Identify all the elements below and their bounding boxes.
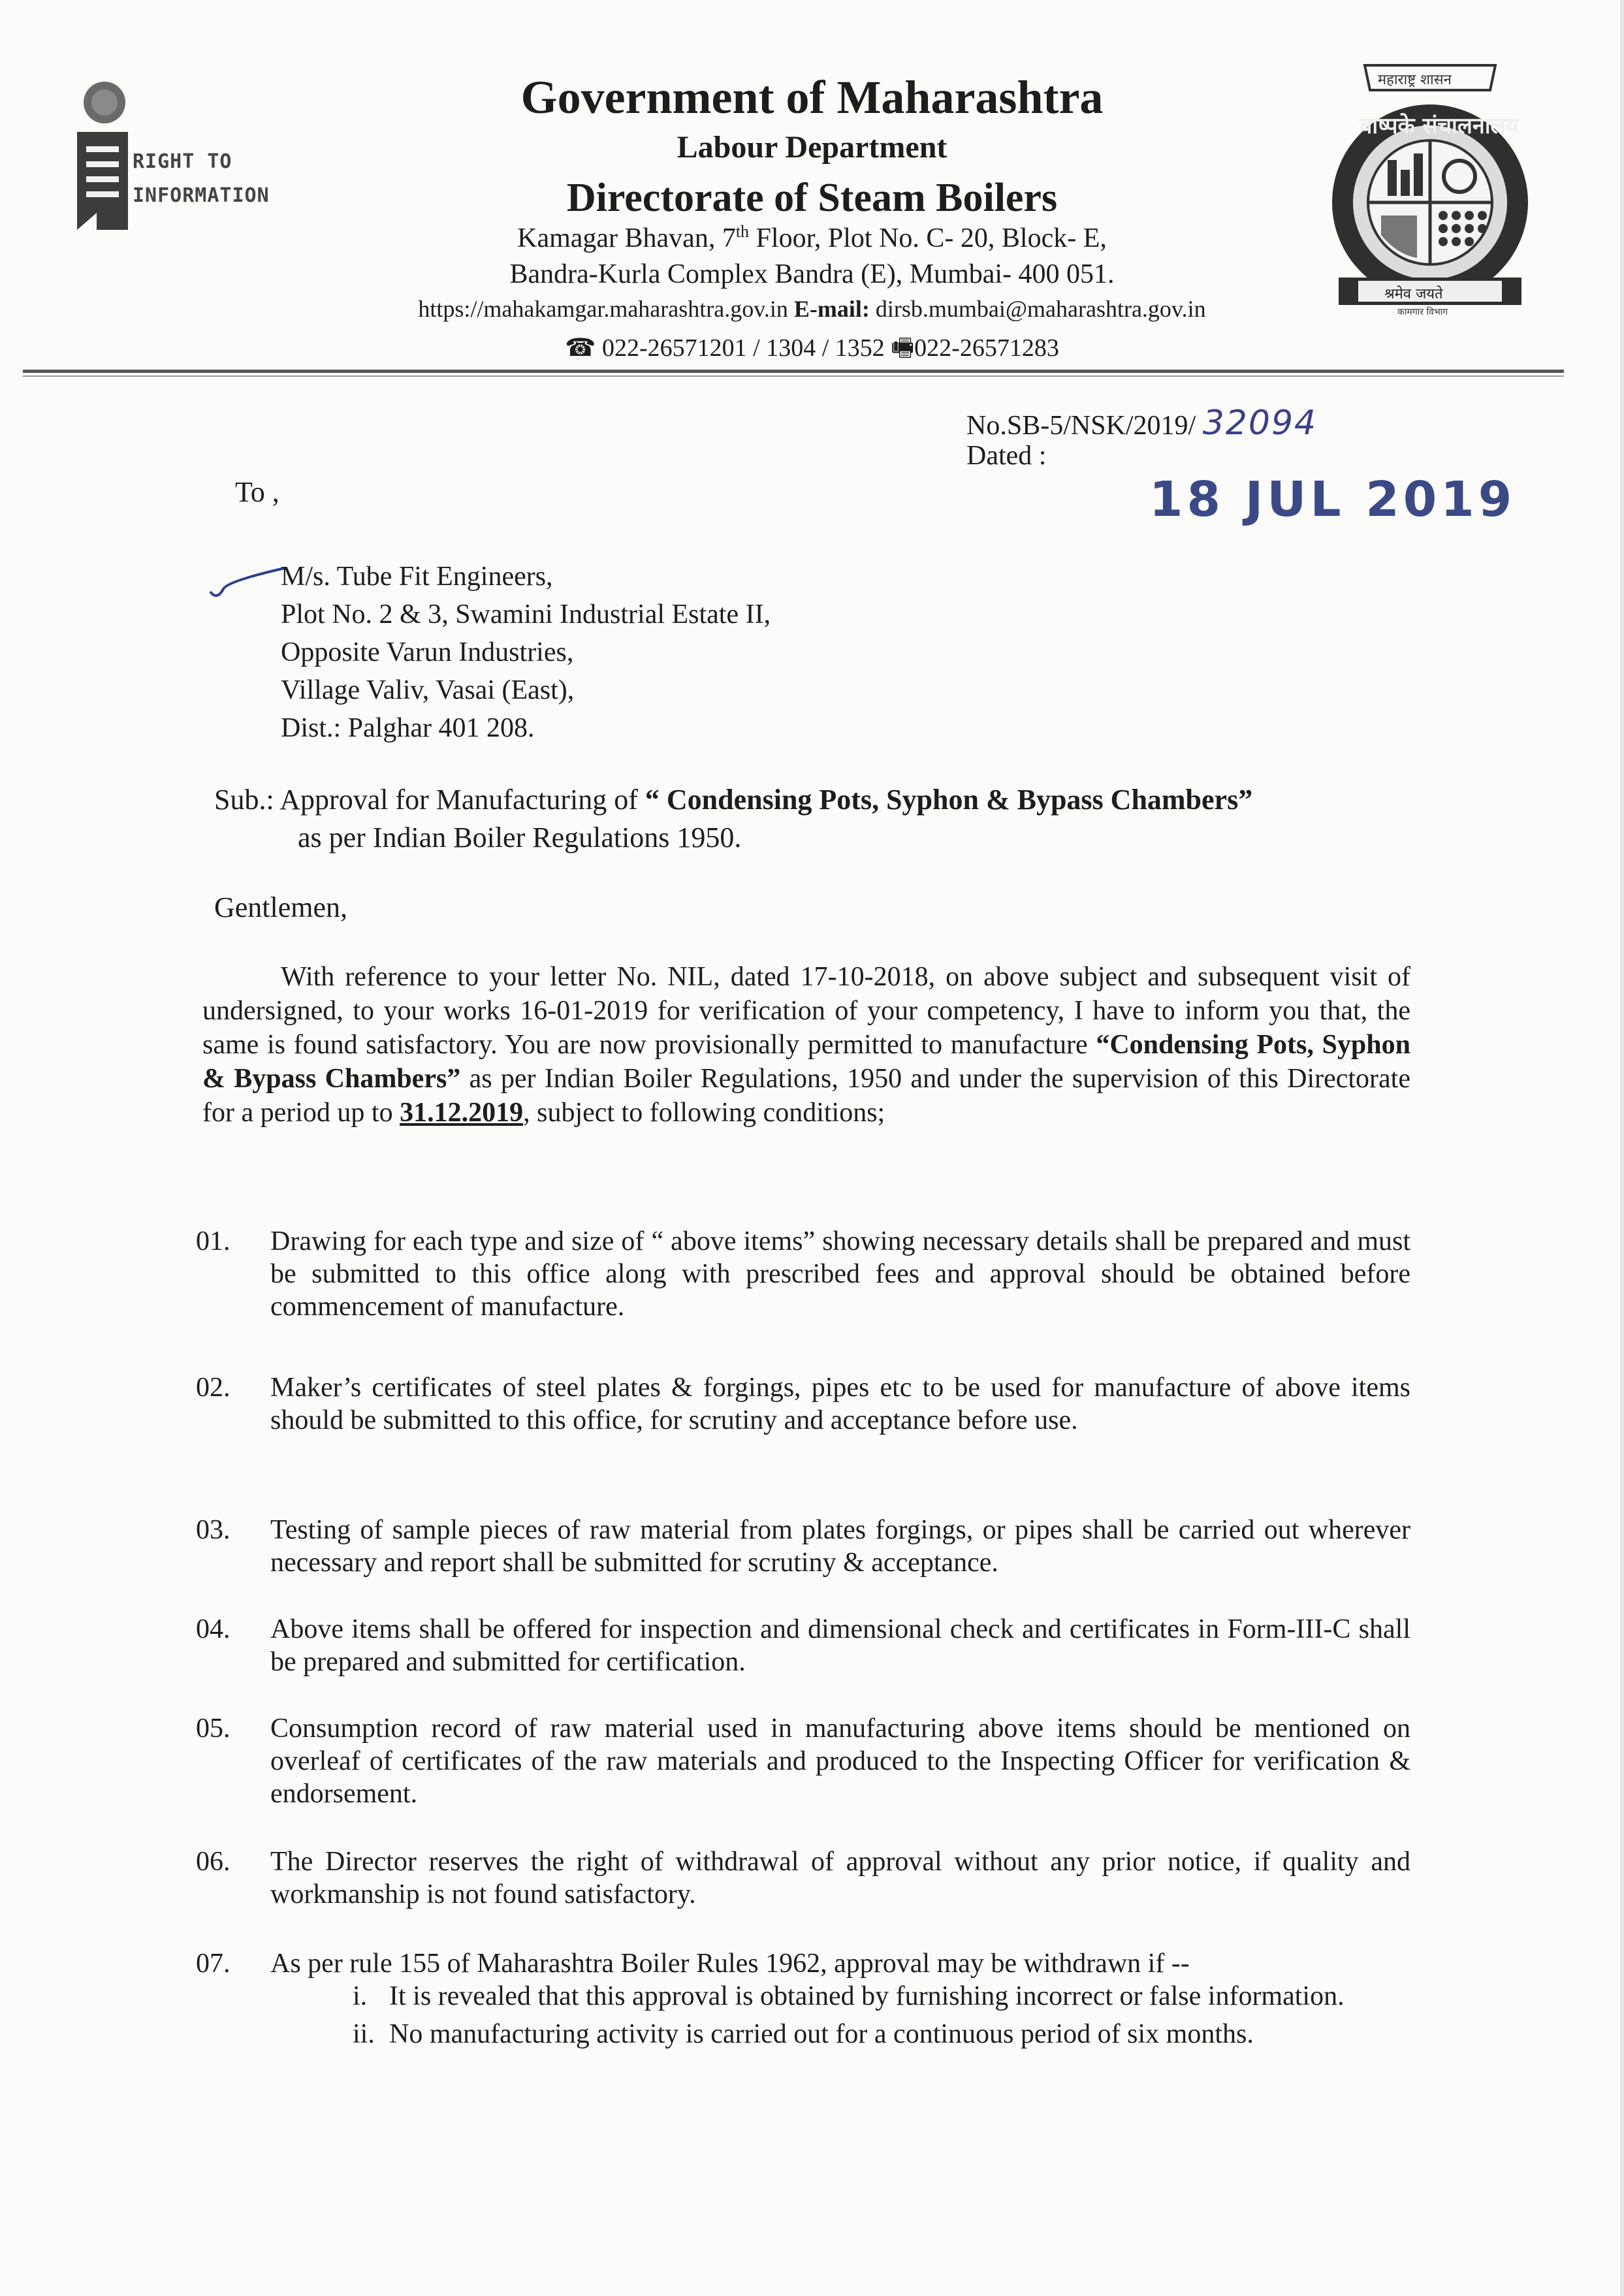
phone-numbers: 022-26571201 / 1304 / 1352 — [602, 334, 885, 362]
sub-condition-text: It is revealed that this approval is obtained by furnishing incorrect or false information. — [389, 1981, 1345, 2011]
body-item: “Condensing Pots, Syphon & Bypass Chambers” — [202, 1030, 1410, 1094]
condition-number: 02. — [196, 1373, 231, 1403]
addressee-line: Village Valiv, Vasai (East), — [281, 675, 575, 705]
addressee-line: M/s. Tube Fit Engineers, — [281, 562, 553, 592]
condition-number: 04. — [196, 1614, 231, 1644]
condition-item — [196, 1225, 1410, 1323]
seal-motto: श्रमेव जयते — [1384, 286, 1443, 302]
body-part-1: With reference to your letter No. NIL, dated 17-10-2018, on above subject and subsequent visit of undersigned, to your works 16-01-2019 for verification of your competency, I have to inform you that, the same is found satisfactory. You are now provisionally permitted to manufacture — [202, 962, 1410, 1060]
header-address-line-2: Bandra-Kurla Complex Bandra (E), Mumbai- 400 051. — [509, 259, 1115, 289]
subject-item: “ Condensing Pots, Syphon & Bypass Chambers” — [645, 784, 1253, 816]
header-rule-thin — [23, 375, 1564, 377]
tick-mark-icon — [208, 563, 293, 602]
condition-text: Maker’s certificates of steel plates & forgings, pipes etc to be used for manufacture of above items should be submitted to this office, for scrutiny and acceptance before use. — [270, 1373, 1410, 1435]
subject-line-2: as per Indian Boiler Regulations 1950. — [298, 821, 742, 853]
condition-item — [196, 1371, 1410, 1437]
header-rule — [23, 370, 1564, 373]
addressee-line: Plot No. 2 & 3, Swamini Industrial Estate II, — [281, 599, 771, 630]
addressee-line: Opposite Varun Industries, — [281, 637, 574, 667]
rti-line-2: INFORMATION — [133, 184, 270, 207]
condition-number: 05. — [196, 1714, 231, 1744]
handwritten-outward-number: 32094 — [1202, 404, 1318, 443]
condition-item — [196, 1712, 1410, 1810]
body-paragraph — [202, 960, 1410, 1130]
sub-condition-number: i. — [353, 1981, 368, 2011]
condition-text: Drawing for each type and size of “ above items” showing necessary details shall be prepared and must be submitted to this office along with prescribed fees and approval should be obtained before commencement of manufacture. — [270, 1226, 1410, 1322]
sub-condition-item — [353, 1980, 1410, 2013]
govt-title: Government of Maharashtra — [520, 71, 1104, 123]
directorate-name: Directorate of Steam Boilers — [566, 176, 1058, 220]
subject — [214, 781, 1252, 857]
address-pre: Kamagar Bhavan, 7 — [517, 223, 736, 253]
addressee-line: Dist.: Palghar 401 208. — [281, 713, 535, 743]
body-part-2: as per Indian Boiler Regulations, 1950 and under the supervision of this Directorate for a period up to — [202, 1064, 1410, 1128]
seal-top-text: महाराष्ट्र शासन — [1378, 72, 1452, 88]
condition-number: 06. — [196, 1847, 231, 1877]
condition-item — [196, 1845, 1410, 1911]
phone-line — [0, 329, 1624, 372]
condition-number: 01. — [196, 1226, 231, 1256]
sub-condition-text: No manufacturing activity is carried out for a continuous period of six months. — [389, 2019, 1254, 2049]
subject-prefix: Sub.: Approval for Manufacturing of — [214, 784, 645, 816]
reference-number-text: No.SB-5/NSK/2019/ — [966, 411, 1196, 441]
salutation: Gentlemen, — [214, 891, 348, 923]
condition-text: As per rule 155 of Maharashtra Boiler Rules 1962, approval may be withdrawn if -- — [270, 1949, 1190, 1979]
seal-bottom-text: कामगार विभाग — [1397, 307, 1448, 317]
body-part-3: , subject to following conditions; — [523, 1098, 885, 1128]
condition-text: Above items shall be offered for inspection and dimensional check and certificates in Form-III-C shall be prepared and submitted for certification. — [270, 1614, 1410, 1677]
reference-number — [966, 404, 1317, 443]
rti-line-1: RIGHT TO — [133, 150, 232, 173]
directorate-seal — [1319, 39, 1541, 317]
website-link[interactable]: https://mahakamgar.maharashtra.gov.in — [418, 296, 788, 322]
condition-item — [196, 1947, 1410, 2050]
condition-item — [196, 1514, 1410, 1579]
page-edge-shadow — [1620, 0, 1624, 2296]
sub-condition-item — [353, 2018, 1410, 2050]
fax-icon: 🖷 — [891, 334, 915, 362]
to-label: To , — [235, 476, 279, 508]
phone-icon: ☎ — [565, 334, 596, 362]
address-post: Floor, Plot No. C- 20, Block- E, — [749, 223, 1107, 253]
dated-label: Dated : — [966, 441, 1047, 471]
seal-arc-text: बाष्पके संचालनालय — [1360, 113, 1519, 139]
condition-text: The Director reserves the right of withdrawal of approval without any prior notice, if quality and workmanship is not found satisfactory. — [270, 1847, 1410, 1909]
sub-condition-number: ii. — [353, 2019, 375, 2049]
email-label: E-mail: — [793, 296, 870, 322]
body-deadline: 31.12.2019 — [400, 1098, 524, 1128]
condition-number: 03. — [196, 1515, 231, 1545]
email-link[interactable]: dirsb.mumbai@maharashtra.gov.in — [875, 296, 1206, 322]
address-sup: th — [735, 222, 750, 241]
date-stamp: 18 JUL 2019 — [1149, 471, 1516, 528]
department-name: Labour Department — [677, 130, 947, 165]
condition-text: Consumption record of raw material used in manufacturing above items should be mentioned on overleaf of certificates of the raw materials and produced to the Inspecting Officer for verification & endorsement. — [270, 1714, 1410, 1809]
addressee-block — [281, 558, 771, 747]
condition-number: 07. — [196, 1949, 231, 1979]
fax-number: 022-26571283 — [914, 334, 1059, 362]
condition-item — [196, 1613, 1410, 1678]
condition-text: Testing of sample pieces of raw material from plates forgings, or pipes shall be carried out wherever necessary and report shall be submitted for scrutiny & acceptance. — [270, 1515, 1410, 1578]
